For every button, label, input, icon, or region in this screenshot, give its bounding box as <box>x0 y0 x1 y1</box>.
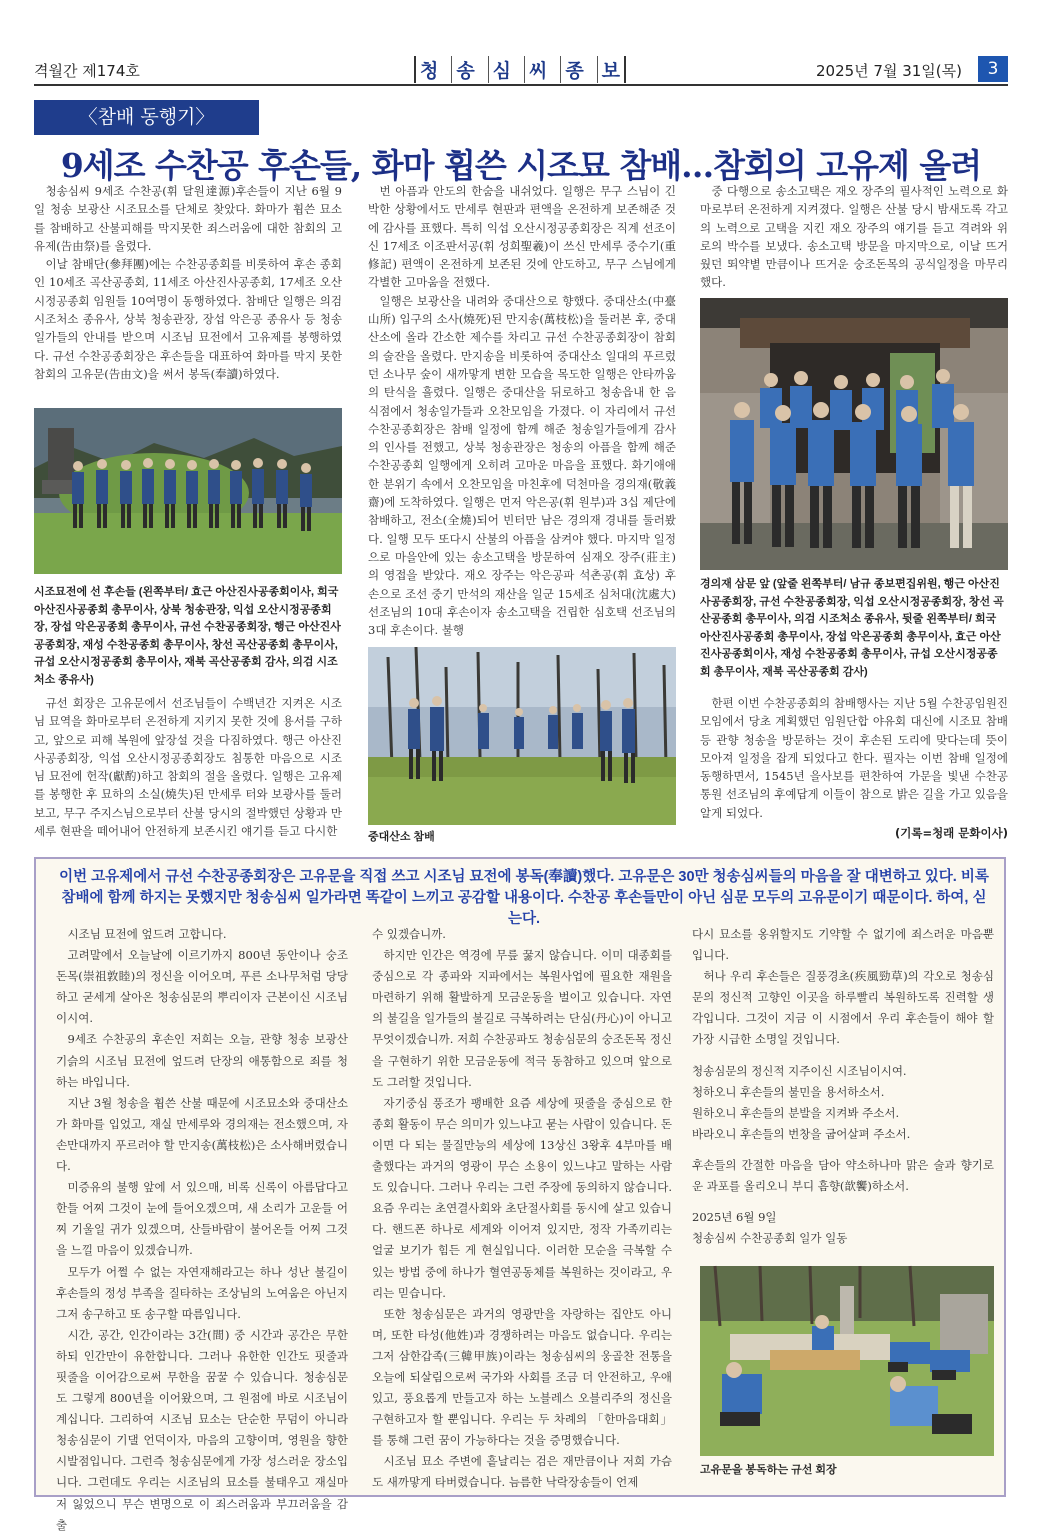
paragraph: 후손들의 간절한 마음을 담아 약소하나마 맑은 술과 향기로운 과포를 올리오니 부디 흠향(歆饗)하소서. <box>692 1157 994 1194</box>
paragraph: 고려말에서 오늘날에 이르기까지 800년 동안이나 숭조돈목(崇祖敦睦)의 정신을 이어오며, 푸른 소나무처럼 당당하고 굳세게 살아온 청송심문의 뿌리이자 근본이신 시조님이시여. <box>56 948 348 1026</box>
paragraph: 9세조 수찬공의 후손인 저희는 오늘, 관향 청송 보광산 기슭의 시조님 묘전에 엎드려 단장의 애통함으로 죄를 청하는 바입니다. <box>56 1032 348 1089</box>
paragraph: 다시 묘소를 옹위할지도 기약할 수 없기에 죄스러운 마음뿐입니다. <box>692 927 994 963</box>
paragraph: 시간, 공간, 인간이라는 3간(間) 중 시간과 공간은 무한하되 인간만이 유한합니다. 그러나 유한한 인간도 핏줄과 핏줄을 이어감으로써 무한을 꿈꿀 수 있습니다. 청송심문도 그렇게 800년을 이어왔으며, 그 원점에 바로 시조님이 계십니다. 그리하여 시조님 묘소는 단순한 무덤이 아니라 청송심문이 기댈 언덕이자, 마음의 고향이며, 영원을 향한 시발점입니다. 그런즉 청송심문에게 가장 성스러운 장소입니다. 그런데도 우리는 시조님의 묘소를 불태우고 재실마저 잃었으니 무슨 변명으로 이 죄스러움과 부끄러움을 감출 <box>56 1327 348 1532</box>
paragraph: 허나 우리 후손들은 질풍경초(疾風勁草)의 각오로 청송심문의 정신적 고향인 이곳을 하루빨리 복원하도록 진력할 생각입니다. 그것이 지금 이 시점에서 우리 후손들이 해야 할 가장 시급한 소명일 것입니다. <box>692 969 994 1047</box>
masthead-char: 송 <box>451 56 478 83</box>
paragraph: 청하오니 후손들의 불민을 용서하소서. <box>692 1084 885 1099</box>
paragraph: 시조님 묘전에 엎드려 고합니다. <box>67 927 227 941</box>
paragraph: 지난 3월 청송을 휩쓴 산불 때문에 시조묘소와 중대산소가 화마를 입었고, 재실 만세루와 경의재는 전소했으며, 자손만대까지 푸르러야 할 만지송(萬枝松)은 소사해버렸습니다. <box>56 1095 348 1174</box>
paragraph: 이날 참배단(參拜團)에는 수찬공종회를 비롯하여 후손 종회인 10세조 곡산공종회, 11세조 아산진사공종회, 17세조 오산시정공종회 임원들 10여명이 동행하였다. 참배단 일행은 의검 시조처소 종유사, 상북 청송관장, 장섭 악은공 종유사 등 청송일가들의 안내를 받으며 시조님 묘전에서 고유제를 봉행하였다. 규선 수찬공종회장은 후손들을 대표하여 화마를 막지 못한 참회의 고유문(告由文)을 써서 봉독(奉讀)하였다. <box>34 257 342 381</box>
photo-gyeonguijae-gate-group <box>700 298 1008 570</box>
paragraph: 시조님 묘소 주변에 흩날리는 검은 재만큼이나 저희 가슴도 새까맣게 타버렸습니다. 늠름한 낙락장송들이 언제 <box>372 1454 672 1490</box>
article-column-2 <box>368 182 676 638</box>
photo-caption: 시조묘전에 선 후손들 (왼쪽부터/ 효근 아산진사공종회이사, 희국 아산진사공종회 총무이사, 상북 청송관장, 익섭 오산시정공종회장, 장섭 악은공종회 총무이사, 규선 수찬공종회장, 행근 아산진사공종회장, 재성 수찬공종회 총무이사, 창선 곡산공종회 총무이사, 규섭 오산시정공종회 총무이사, 재북 곡산공종회 감사, 의검 시조처소 종유사) <box>34 586 341 686</box>
paragraph: 일행은 보광산을 내려와 중대산으로 향했다. 중대산소(中臺山所) 입구의 소사(燒死)된 만지송(萬枝松)을 둘러본 후, 중대산소에 올라 간소한 제수를 차리고 규선 수찬공종회장이 참회의 술잔을 올렸다. 만지송을 비롯하여 중대산소 일대의 푸르렀던 소나무 숲이 새까맣게 변한 모습을 목도한 일행은 안타까움의 탄식을 흘렸다. 일행은 중대산을 뒤로하고 청송읍내 한 음식점에서 청송일가들과 오찬모임을 가졌다. 이 자리에서 규선 수찬공종회장은 참배 일정에 함께 해준 청송일가들에게 감사의 인사를 전했고, 상북 청송관장은 청송의 아픔을 함께 해준 수찬공종회 일행에게 오히려 고마운 마음을 표했다. 화기애애한 분위기 속에서 오찬모임을 마친후에 덕천마을 경의재(敬義齋)에 도착하였다. 일행은 먼저 악은공(휘 원부)과 3십 제단에 참배하고, 전소(全燒)되어 빈터만 남은 경의재 경내를 둘러봤다. 일행 모두 또다시 산불의 아픔을 삼켜야 했다. 마지막 일정으로 마을안에 있는 송소고택을 방문하여 심재오 장주(莊主)의 영접을 받았다. 재오 장주는 악은공파 석촌공(휘 효상) 후손으로 조선 중기 만석의 재산을 일군 15세조 심처대(沈處大)선조님의 10대 후손이자 송소고택을 건립한 심호택 선조님의 3대 후손이다. 불행 <box>368 293 676 638</box>
publication-date: 2025년 7월 31일(목) <box>815 62 962 80</box>
article-column-1-continued <box>34 694 342 842</box>
paragraph: 중 다행으로 송소고택은 재오 장주의 필사적인 노력으로 화마로부터 온전하게 지켜졌다. 일행은 산불 당시 밤새도록 각고의 노력으로 고택을 지킨 재오 장주의 얘기를 듣고 격려와 위로의 박수를 보냈다. 송소고택 방문을 마지막으로, 이날 뜨거웠던 뙤약볕 만큼이나 뜨거운 숭조돈목의 공식일정을 마무리했다. <box>700 184 1008 290</box>
paragraph: 자기중심 풍조가 팽배한 요즘 세상에 핏줄을 중심으로 한 종회 활동이 무슨 의미가 있느냐고 묻는 사람이 있습니다. 돈이면 다 되는 물질만능의 세상에 13상신 3왕후 4부마를 배출했다는 과거의 영광이 무슨 소용이 있느냐고 말하는 사람도 있습니다. 그러나 우리는 그런 주장에 동의하지 않습니다. 요즘 우리는 초연결사회와 초단절사회를 동시에 살고 있습니다. 핸드폰 하나로 세계와 이어져 있지만, 정작 가족끼리는 얼굴 보기가 힘든 게 현실입니다. 이러한 모순을 극복할 수 있는 방법 중에 하나가 혈연공동체를 복원하는 것이라고, 우리는 믿습니다. <box>372 1095 672 1300</box>
paragraph: 또한 청송심문은 과거의 영광만을 자랑하는 집안도 아니며, 또한 타성(他姓)과 경쟁하려는 마음도 없습니다. 우리는 그저 삼한갑족(三韓甲族)이라는 청송심씨의 웅골찬 전통을 오늘에 되살림으로써 국가와 사회를 조금 더 안전하고, 우애있고, 풍요롭게 만들고자 하는 노블레스 오블리주의 정신을 구현하고자 할 뿐입니다. 우리는 두 차례의 「한마음대회」를 통해 그런 꿈이 가능하다는 것을 증명했습니다. <box>372 1306 672 1448</box>
masthead <box>414 56 626 82</box>
photo-jungdaesan-visit <box>368 647 676 825</box>
paragraph: 수 있겠습니까. <box>372 927 446 941</box>
address-intro: 이번 고유제에서 규선 수찬공종회장은 고유문을 직접 쓰고 시조님 묘전에 봉독(奉讀)했다. 고유문은 30만 청송심씨들의 마음을 잘 대변하고 있다. 비록 참배에 함께 하지는 못했지만 청송심씨 일가라면 똑같이 느끼고 공감할 내용이다. 수찬공 후손들만이 아닌 심문 모두의 고유문이기 때문이다. 하여, 싣는다. <box>59 869 989 927</box>
section-tag: 〈참배 동행기〉 <box>34 100 259 135</box>
paragraph: 하지만 인간은 역경에 무릎 꿇지 않습니다. 이미 대종회를 중심으로 각 종파와 지파에서는 복원사업에 필요한 재원을 마련하기 위해 활발하게 모금운동을 벌이고 있습니다. 자연의 불길을 일가들의 불길로 극복하려는 단심(丹心)이 아니고 무엇이겠습니까. 저희 수찬공파도 청송심문의 숭조돈목 정신을 구현하기 위한 모금운동에 적극 동참하고 있으며 앞으로도 그러할 것입니다. <box>372 948 672 1089</box>
paragraph: 규선 회장은 고유문에서 선조님들이 수백년간 지켜온 시조님 묘역을 화마로부터 온전하게 지키지 못한 것에 용서를 구하고, 앞으로 피해 복원에 앞장설 것을 다짐하였다. 행근 아산진사공종회장, 익섭 오산시정공종회장도 침통한 마음으로 시조님 묘전에 헌작(獻酌)하고 참회의 절을 올렸다. 일행은 고유제를 봉행한 후 묘하의 소실(燒失)된 만세루 터와 보광사를 둘러보고, 무구 주지스님으로부터 산불 당시의 절박했던 상황과 만세루 현판을 떼어내어 안전하게 보존시킨 얘기를 듣고 다시한 <box>34 696 342 839</box>
photo-ancestral-tomb-group <box>34 408 342 574</box>
photo-caption: 중대산소 참배 <box>368 831 435 843</box>
address-column-3 <box>692 924 994 1260</box>
article-column-1 <box>34 182 342 402</box>
address-column-2 <box>372 924 672 1490</box>
photo-reading-address <box>700 1266 994 1456</box>
masthead-char: 심 <box>488 56 515 83</box>
paragraph: 원하오니 후손들의 분발을 지켜봐 주소서. <box>692 1105 900 1120</box>
article-column-3 <box>700 182 1008 292</box>
address-column-1 <box>56 924 348 1532</box>
paragraph: 바라오니 후손들의 번창을 굽어살펴 주소서. <box>692 1126 911 1141</box>
headline: 9세조 수찬공 후손들, 화마 휩쓴 시조묘 참배…참회의 고유제 올려 <box>60 146 982 185</box>
masthead-char: 종 <box>560 56 587 83</box>
signature-line: 청송심씨 수찬공종회 일가 일동 <box>692 1231 848 1246</box>
paragraph: 모두가 어쩔 수 없는 자연재해라고는 하나 성난 불길이 후손들의 정성 부족을 질타하는 조상님의 노여움은 아닌지 그저 송구하고 또 송구할 따름입니다. <box>56 1264 348 1321</box>
paragraph: 번 아픔과 안도의 한숨을 내쉬었다. 일행은 무구 스님이 긴박한 상황에서도 만세루 현판과 편액을 온전하게 보존해준 것에 감사를 표했다. 특히 익섭 오산시정공종회장은 직계 선조이신 17세조 이조판서공(휘 성희聖羲)이 쓰신 만세루 중수기(重修記) 편액이 온전하게 보존된 것에 안도하고, 무구 스님에게 각별한 고마움을 전했다. <box>368 184 676 290</box>
masthead-char: 보 <box>597 56 626 83</box>
paragraph: 한편 이번 수찬공종회의 참배행사는 지난 5월 수찬공임원진 모임에서 당초 계획했던 임원단합 야유회 대신에 시조묘 참배 등 관향 청송을 방문하는 것이 후손된 도리에 맞다는데 뜻이 모아져 일정을 잡게 되었다고 한다. 필자는 이번 참배 일정에 동행하면서, 1545년 을사보를 편찬하여 가문을 빛낸 수찬공 통원 선조님의 후예답게 이들이 참으로 밝은 길을 가고 있음을 알게 되었다. <box>700 696 1008 820</box>
photo-caption: 고유문을 봉독하는 규선 회장 <box>700 1464 837 1476</box>
paragraph: 미증유의 불행 앞에 서 있으매, 비록 신록이 아름답다고 한들 어찌 그것이 눈에 들어오겠으며, 새 소리가 고운들 어찌 기울일 귀가 있겠으며, 산들바람이 불어온들 어찌 그것을 느낄 마음이 있겠습니까. <box>56 1180 348 1258</box>
page-header <box>34 56 1008 86</box>
photo-caption: 경의재 삼문 앞 (앞줄 왼쪽부터/ 남규 종보편집위원, 행근 아산진사공종회장, 규선 수찬공종회장, 익섭 오산시정공종회장, 창선 곡산공종회 총무이사, 의검 시조처소 종유사, 뒷줄 왼쪽부터/ 희국 아산진사공종회 총무이사, 장섭 악은공종회 총무이사, 효근 아산진사공종회이사, 재성 수찬공종회 총무이사, 규섭 오산시정공종회 총무이사, 재북 곡산공종회 감사) <box>700 578 1004 678</box>
byline-credit: (기록=청래 문화이사) <box>894 826 1008 840</box>
paragraph: 청송심문의 정신적 지주이신 시조님이시여. <box>692 1063 907 1078</box>
signature-date: 2025년 6월 9일 <box>692 1210 777 1225</box>
issue-number: 격월간 제174호 <box>34 62 140 80</box>
masthead-char: 씨 <box>524 56 551 83</box>
paragraph: 청송심씨 9세조 수찬공(휘 달원達源)후손들이 지난 6월 9일 청송 보광산 시조묘소를 단체로 찾았다. 화마가 휩쓴 묘소를 참배하고 산불피해를 막지못한 죄스러움에 대한 참회의 고유제(告由祭)를 올렸다. <box>34 184 342 253</box>
page-number: 3 <box>978 56 1008 82</box>
article-column-3-continued <box>700 694 1008 822</box>
masthead-char: 청 <box>414 56 442 83</box>
